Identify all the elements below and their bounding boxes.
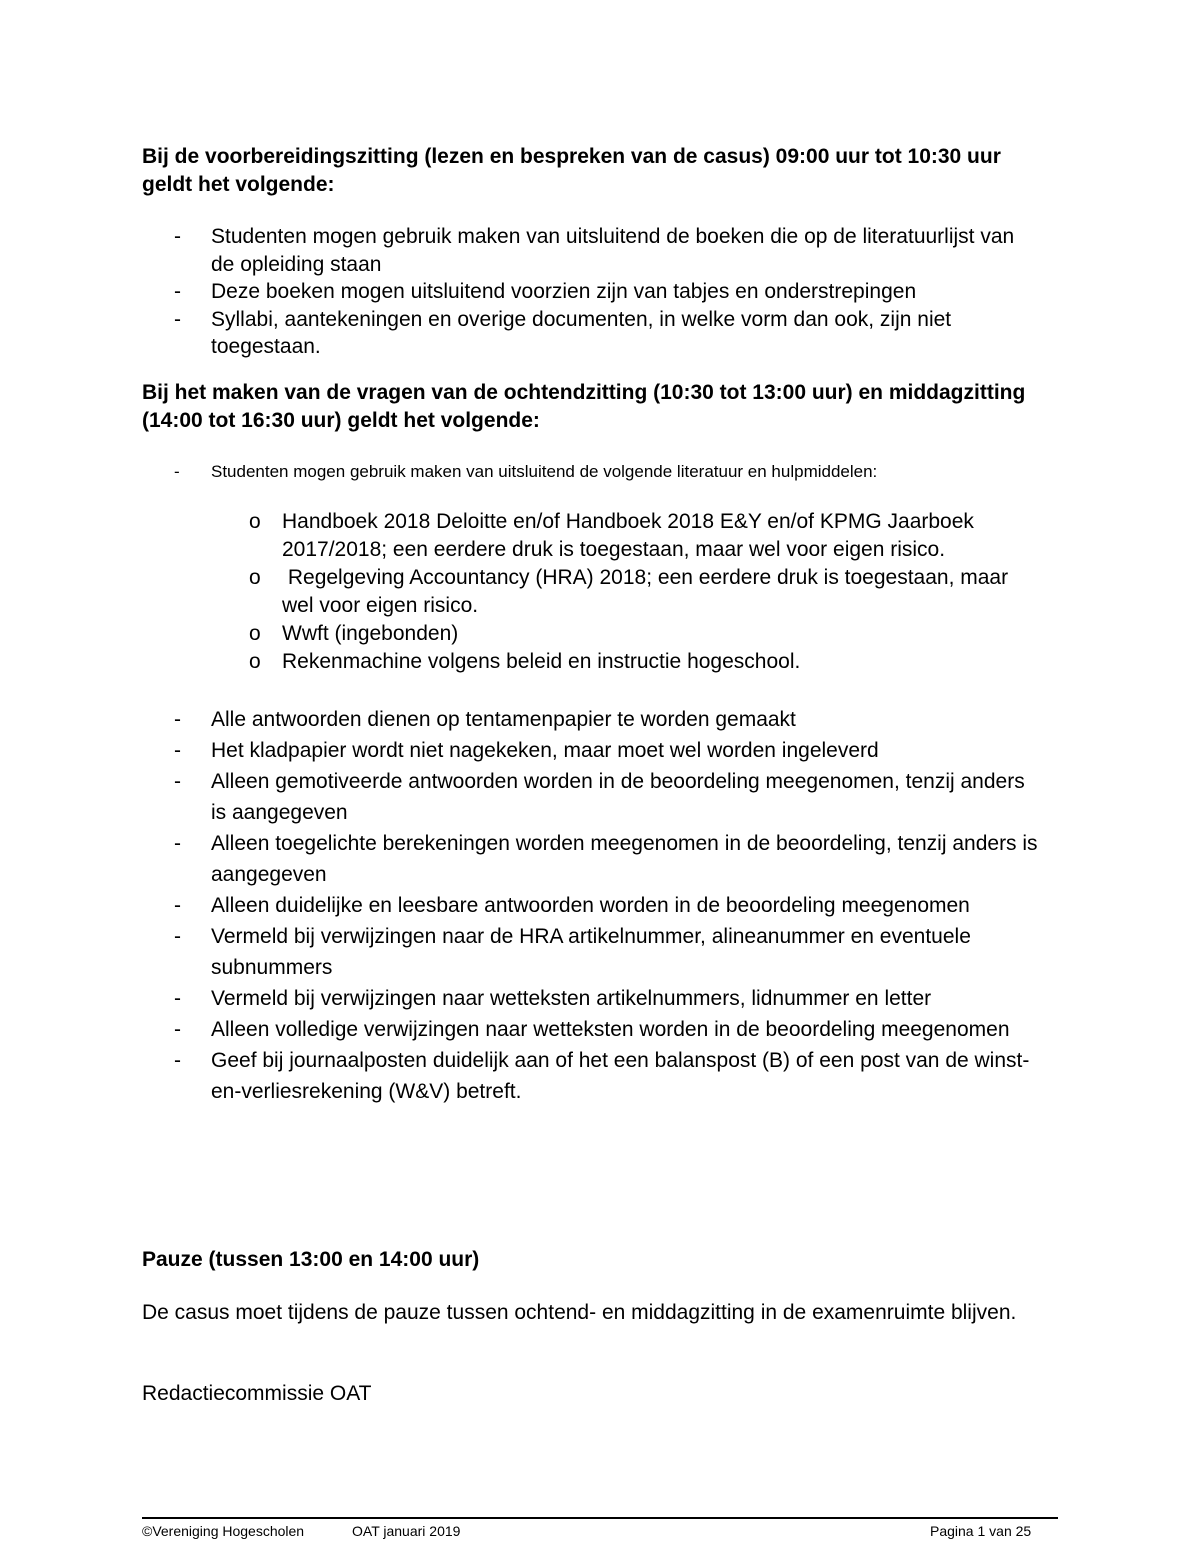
dash-bullet: - [174,739,181,762]
circle-bullet: o [249,622,261,645]
dash-bullet: - [174,225,181,248]
rules-list [142,704,1042,1107]
dash-bullet: - [174,1018,181,1041]
section2-intro [142,460,1042,484]
circle-bullet: o [249,566,261,589]
list-item: - Studenten mogen gebruik maken van uitsluitend de boeken die op de literatuurlijst van de opleiding staan [174,225,1015,276]
sub-list-item: o Rekenmachine volgens beleid en instructie hogeschool. [142,648,1042,676]
sub-list-item: o Handboek 2018 Deloitte en/of Handboek 2018 E&Y en/of KPMG Jaarboek 2017/2018; een eerdere druk is toegestaan, maar wel voor eigen risico. [249,510,974,561]
circle-bullet: o [249,510,261,533]
list-item: - Het kladpapier wordt niet nagekeken, maar moet wel worden ingeleverd [142,735,1042,766]
list-item: - Alleen gemotiveerde antwoorden worden in de beoordeling meegenomen, tenzij anders is aangegeven [142,766,1042,828]
sub-list-item: o Regelgeving Accountancy (HRA) 2018; een eerdere druk is toegestaan, maar wel voor eigen risico. [249,566,1014,617]
dash-bullet: - [174,925,181,948]
circle-bullet: o [249,650,261,673]
list-item: - Vermeld bij verwijzingen naar de HRA artikelnummer, alineanummer en eventuele subnummers [142,921,1042,983]
footer-copyright: ©Vereniging Hogescholen [142,1523,305,1539]
list-item: - Alleen toegelichte berekeningen worden meegenomen in de beoordeling, tenzij anders is aangegeven [142,828,1042,890]
dash-bullet: - [174,708,181,731]
list-item: - Deze boeken mogen uitsluitend voorzien zijn van tabjes en onderstrepingen [142,278,1042,306]
dash-bullet: - [174,894,181,917]
dash-bullet: - [174,832,181,855]
dash-bullet: - [174,307,181,331]
list-item: - Vermeld bij verwijzingen naar wetteksten artikelnummers, lidnummer en letter [142,983,1042,1014]
list-item: - Alleen volledige verwijzingen naar wetteksten worden in de beoordeling meegenomen [142,1014,1042,1045]
section1-heading: Bij de voorbereidingszitting (lezen en bespreken van de casus) 09:00 uur tot 10:30 uur geldt het volgende: [142,145,1001,196]
dash-bullet: - [174,770,181,793]
list-item: - Geef bij journaalposten duidelijk aan of het een balanspost (B) of een post van de winst-en-verliesrekening (W&V) betreft. [142,1045,1042,1107]
list-item: - Alleen duidelijke en leesbare antwoorden worden in de beoordeling meegenomen [142,890,1042,921]
list-item: - Syllabi, aantekeningen en overige documenten, in welke vorm dan ook, zijn niet toegestaan. [174,307,952,358]
sub-list-item: o Wwft (ingebonden) [142,620,1042,648]
section2-heading: Bij het maken van de vragen van de ochtendzitting (10:30 tot 13:00 uur) en middagzitting (14:00 tot 16:30 uur) geldt het volgende: [142,381,1026,432]
footer-exam: OAT januari 2019 [352,1523,461,1539]
footer-page-number: Pagina 1 van 25 [930,1523,1032,1539]
dash-bullet: - [174,280,181,303]
list-item: - Studenten mogen gebruik maken van uitsluitend de volgende literatuur en hulpmiddelen: [142,460,1042,484]
signature: Redactiecommissie OAT [142,1382,372,1405]
list-item: - Alle antwoorden dienen op tentamenpapier te worden gemaakt [142,704,1042,735]
pauze-text: De casus moet tijdens de pauze tussen ochtend- en middagzitting in de examenruimte blijven. [142,1301,1017,1324]
dash-bullet: - [174,462,180,481]
dash-bullet: - [174,987,181,1010]
dash-bullet: - [174,1049,181,1072]
allowed-materials-list [142,508,1042,676]
pauze-heading: Pauze (tussen 13:00 en 14:00 uur) [142,1248,480,1271]
section1-list [142,223,1042,361]
footer-divider [142,1517,1058,1519]
